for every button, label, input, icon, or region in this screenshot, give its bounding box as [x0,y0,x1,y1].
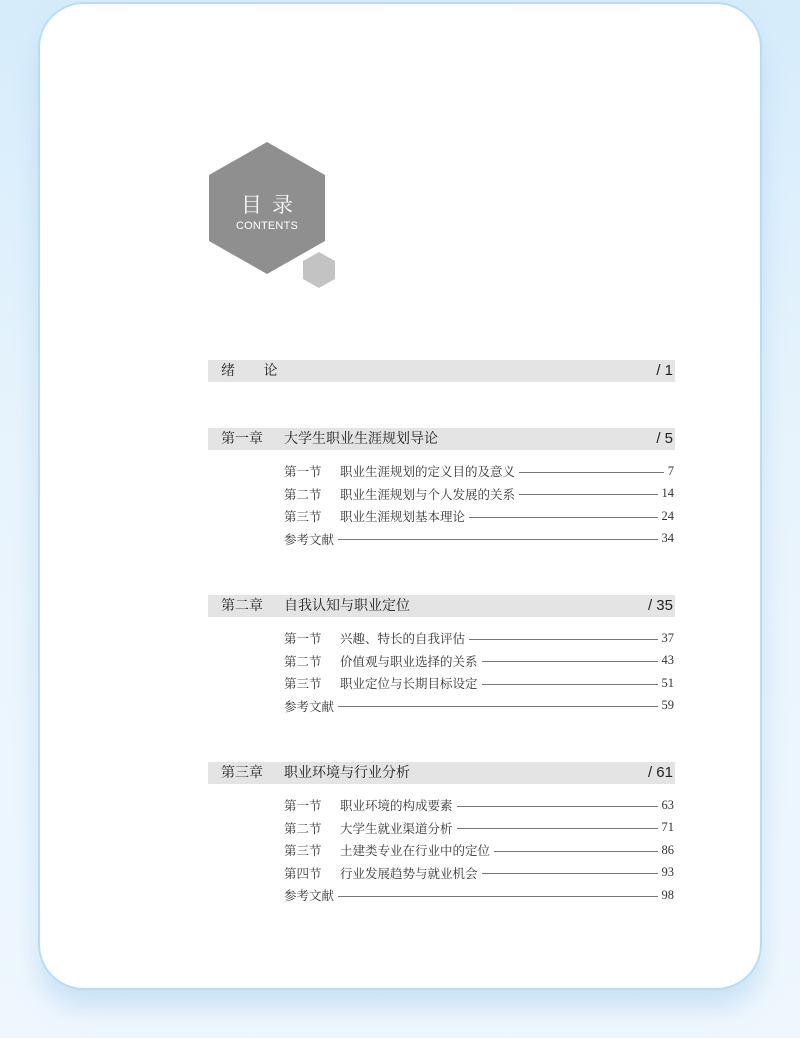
contents-title: 目录 [241,193,303,217]
references-row[interactable] [208,695,675,718]
references-row[interactable] [208,884,675,907]
chapter-bar[interactable] [208,762,675,784]
section-title: 兴趣、特长的自我评估 [340,631,466,647]
chapter-page: / 61 [647,764,673,781]
dot-leader [338,706,657,707]
section-title: 土建类专业在行业中的定位 [340,843,491,859]
section-number: 第三节 [284,676,322,692]
dot-leader [519,494,657,495]
dot-leader [457,828,658,829]
references-row[interactable] [208,528,675,551]
section-number: 第二节 [284,653,322,669]
section-row[interactable] [208,483,675,506]
section-row[interactable] [208,794,675,817]
intro-bar[interactable] [208,360,675,382]
section-page: 43 [661,653,674,668]
section-page: 14 [661,486,674,501]
section-number: 第一节 [284,464,322,480]
section-page: 71 [661,820,674,835]
section-row[interactable] [208,650,675,673]
contents-subtitle: CONTENTS [235,220,299,232]
section-page: 86 [661,842,674,857]
section-number: 第一节 [284,631,322,647]
section-page: 63 [661,797,674,812]
section-title: 参考文献 [284,888,335,904]
chapter-number: 第一章 [221,431,263,447]
chapter-number: 第二章 [221,598,263,614]
section-number: 第二节 [284,820,322,836]
section-row[interactable] [208,460,675,483]
chapter-title: 职业环境与行业分析 [284,765,410,781]
dot-leader [338,539,657,540]
section-page: 34 [661,531,674,546]
dot-leader [338,896,657,897]
dot-leader [494,851,657,852]
section-page: 51 [661,675,674,690]
chapter-title: 自我认知与职业定位 [284,598,410,614]
section-page: 24 [661,508,674,523]
section-title: 行业发展趋势与就业机会 [340,865,478,881]
contents-logo [208,142,338,290]
section-page: 93 [661,865,674,880]
section-page: 59 [661,698,674,713]
chapter-page: / 5 [656,430,673,447]
chapter-number: 第三章 [221,765,263,781]
section-title: 职业生涯规划基本理论 [340,509,466,525]
chapter-bar[interactable] [208,428,675,450]
dot-leader [457,806,658,807]
section-page: 37 [661,630,674,645]
dot-leader [469,517,657,518]
section-title: 职业定位与长期目标设定 [340,676,478,692]
section-row[interactable] [208,627,675,650]
section-title: 参考文献 [284,531,335,547]
section-number: 第三节 [284,509,322,525]
section-page: 7 [667,463,674,478]
section-title: 职业生涯规划的定义目的及意义 [340,464,516,480]
table-of-contents [208,360,675,907]
chapter-title: 大学生职业生涯规划导论 [284,431,438,447]
section-title: 职业环境的构成要素 [340,798,453,814]
chapter-page: / 35 [647,597,673,614]
dot-leader [482,684,658,685]
section-title: 参考文献 [284,698,335,714]
intro-page: / 1 [656,362,673,379]
section-title: 大学生就业渠道分析 [340,820,453,836]
section-title: 职业生涯规划与个人发展的关系 [340,486,516,502]
dot-leader [519,472,664,473]
section-title: 价值观与职业选择的关系 [340,653,478,669]
chapter-bar[interactable] [208,595,675,617]
section-row[interactable] [208,672,675,695]
section-number: 第一节 [284,798,322,814]
dot-leader [482,661,658,662]
section-row[interactable] [208,839,675,862]
intro-title: 绪 论 [221,363,290,379]
section-row[interactable] [208,505,675,528]
section-row[interactable] [208,817,675,840]
section-number: 第四节 [284,865,322,881]
section-row[interactable] [208,862,675,885]
section-number: 第二节 [284,486,322,502]
section-page: 98 [661,887,674,902]
section-number: 第三节 [284,843,322,859]
dot-leader [469,639,657,640]
dot-leader [482,873,658,874]
